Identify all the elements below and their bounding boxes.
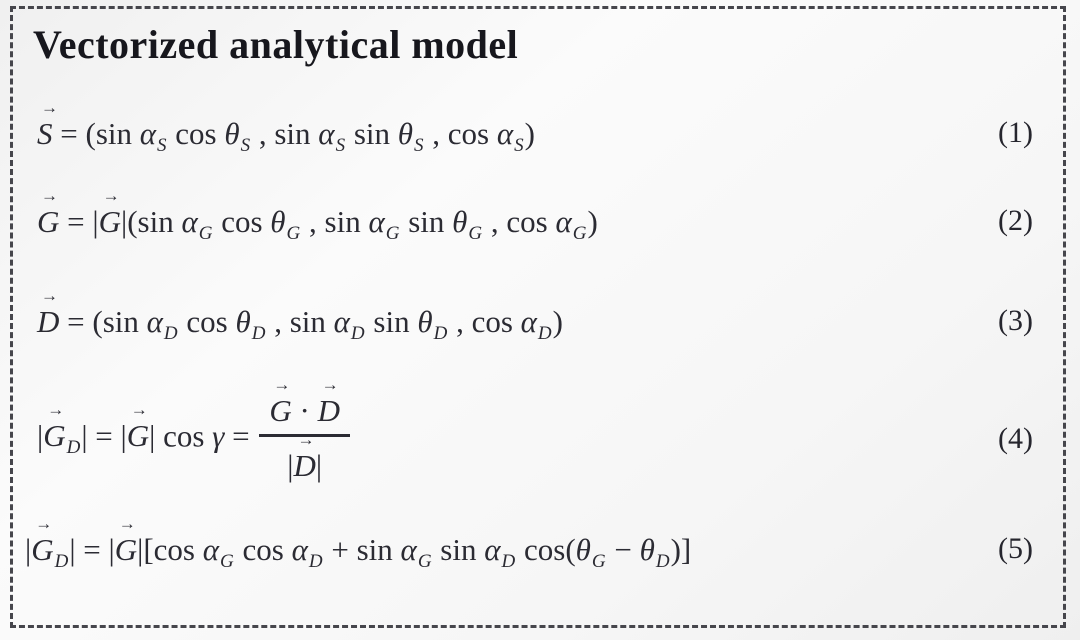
math-subscript: G (572, 222, 587, 244)
vector-symbol (43, 400, 66, 454)
math-text: cos (178, 303, 236, 339)
math-text: + sin (323, 531, 401, 567)
math-text: |( (120, 203, 138, 239)
math-subscript: G (286, 222, 301, 244)
math-text: sin (137, 203, 182, 239)
vector-arrow-icon: → (102, 185, 119, 205)
vector-arrow-icon: → (41, 97, 57, 117)
equation-number-4: (4) (998, 422, 1033, 455)
math-text: cos (167, 115, 225, 151)
math-text: sin (102, 303, 147, 339)
math-subscript: D (251, 322, 266, 344)
math-subscript: D (350, 322, 365, 344)
math-text: | (37, 418, 44, 454)
math-subscript: S (413, 134, 424, 156)
dashed-border-panel (10, 6, 1066, 628)
math-text: , sin (301, 203, 369, 239)
vector-arrow-icon: → (41, 285, 57, 305)
equation-number-5: (5) (998, 532, 1033, 565)
vector-symbol (98, 185, 121, 240)
math-var: θ (224, 115, 240, 151)
equation-row-3 (13, 285, 1063, 353)
vector-arrow-icon: → (41, 185, 57, 205)
math-text: | = | (81, 418, 127, 454)
math-var: α (496, 115, 514, 151)
vector-arrow-icon: → (118, 513, 135, 533)
math-var: α (146, 303, 163, 339)
math-var: S (37, 115, 53, 151)
math-text: , cos (448, 303, 521, 339)
math-var: G (269, 392, 292, 428)
math-subscript: D (54, 550, 69, 572)
equation-row-2 (13, 185, 1063, 253)
fraction (259, 374, 350, 484)
math-text: cos( (516, 531, 576, 567)
math-var: θ (452, 203, 468, 239)
math-subscript: G (468, 222, 483, 244)
math-var: G (31, 531, 54, 567)
vector-symbol (37, 185, 60, 240)
math-subscript: G (220, 550, 234, 572)
math-text: sin (400, 203, 453, 239)
math-var: α (181, 203, 198, 239)
vector-symbol (31, 513, 54, 568)
math-subscript: S (157, 134, 167, 156)
math-text: sin (346, 115, 398, 151)
math-text: cos (234, 531, 292, 567)
math-subscript: D (66, 437, 81, 459)
vector-arrow-icon: → (130, 400, 147, 420)
math-var: α (555, 203, 572, 239)
math-var: θ (270, 203, 286, 239)
math-var: G (98, 203, 121, 239)
math-var: D (37, 303, 60, 339)
vector-arrow-icon: → (273, 374, 290, 394)
math-text: ) (524, 115, 535, 151)
math-subscript: S (514, 134, 524, 156)
math-var: θ (417, 303, 433, 339)
math-subscript: S (240, 134, 251, 156)
vector-symbol (317, 374, 340, 429)
math-var: G (43, 418, 66, 454)
math-text: | (287, 447, 294, 483)
math-var: D (293, 447, 316, 483)
math-var: α (333, 303, 350, 339)
math-subscript: D (163, 322, 178, 344)
math-text: | (25, 531, 32, 567)
math-text: = ( (52, 115, 96, 151)
equation-row-1 (13, 97, 1063, 165)
math-subscript: S (335, 134, 346, 156)
math-var: θ (575, 531, 591, 567)
math-text: = (224, 418, 258, 454)
math-var: D (317, 392, 340, 428)
vector-arrow-icon: → (35, 513, 52, 533)
equation-4 (37, 374, 352, 489)
math-subscript: D (433, 322, 448, 344)
equation-row-5 (13, 513, 1063, 581)
equation-1 (37, 97, 535, 157)
math-text: · (291, 392, 318, 428)
math-text: ) (552, 303, 563, 339)
equation-number-3: (3) (998, 304, 1033, 337)
math-subscript: G (385, 222, 400, 244)
equation-number-1: (1) (998, 116, 1033, 149)
equation-3 (37, 285, 563, 345)
math-subscript: G (198, 222, 213, 244)
equation-number-2: (2) (998, 204, 1033, 237)
math-text: = ( (59, 303, 103, 339)
math-subscript: D (537, 322, 552, 344)
vector-symbol (269, 374, 292, 429)
math-var: α (400, 531, 417, 567)
math-text: |[cos (137, 531, 203, 567)
math-var: γ (212, 418, 225, 454)
math-subscript: D (655, 550, 670, 572)
math-text: , sin (266, 303, 334, 339)
math-var: G (114, 531, 138, 567)
math-text: sin (95, 115, 140, 151)
math-text: = | (59, 203, 99, 239)
math-var: G (37, 203, 60, 239)
math-var: α (484, 531, 501, 567)
vector-arrow-icon: → (321, 374, 338, 394)
math-var: α (139, 115, 157, 151)
math-var: α (202, 531, 220, 567)
vector-symbol (293, 429, 316, 484)
vector-symbol (37, 285, 60, 340)
vector-arrow-icon: → (297, 429, 314, 449)
vector-symbol (37, 97, 57, 152)
equation-5 (25, 513, 692, 573)
math-subscript: D (308, 550, 323, 572)
math-var: θ (397, 115, 413, 151)
math-text: cos (213, 203, 271, 239)
math-text: | = | (69, 531, 115, 567)
math-subscript: G (417, 550, 432, 572)
vector-symbol (126, 400, 150, 454)
equation-row-4 (13, 369, 1063, 509)
vector-symbol (114, 513, 138, 568)
math-var: α (291, 531, 308, 567)
page-title: Vectorized analytical model (33, 22, 519, 67)
math-var: α (318, 115, 335, 151)
math-var: θ (235, 303, 251, 339)
math-subscript: G (591, 550, 606, 572)
math-var: G (126, 418, 150, 454)
math-text: , sin (251, 115, 319, 151)
math-text: ) (587, 203, 598, 239)
math-text: − (606, 531, 640, 567)
math-text: sin (365, 303, 418, 339)
math-var: θ (639, 531, 655, 567)
math-var: α (520, 303, 537, 339)
math-text: | (315, 447, 323, 483)
equation-2 (37, 185, 598, 245)
vector-arrow-icon: → (47, 400, 64, 420)
math-text: | cos (149, 418, 213, 454)
fraction-denominator (287, 429, 323, 484)
math-text: sin (432, 531, 485, 567)
math-var: α (368, 203, 385, 239)
math-text: , cos (483, 203, 556, 239)
math-text: )] (670, 531, 692, 567)
math-subscript: D (501, 550, 516, 572)
math-text: , cos (424, 115, 497, 151)
